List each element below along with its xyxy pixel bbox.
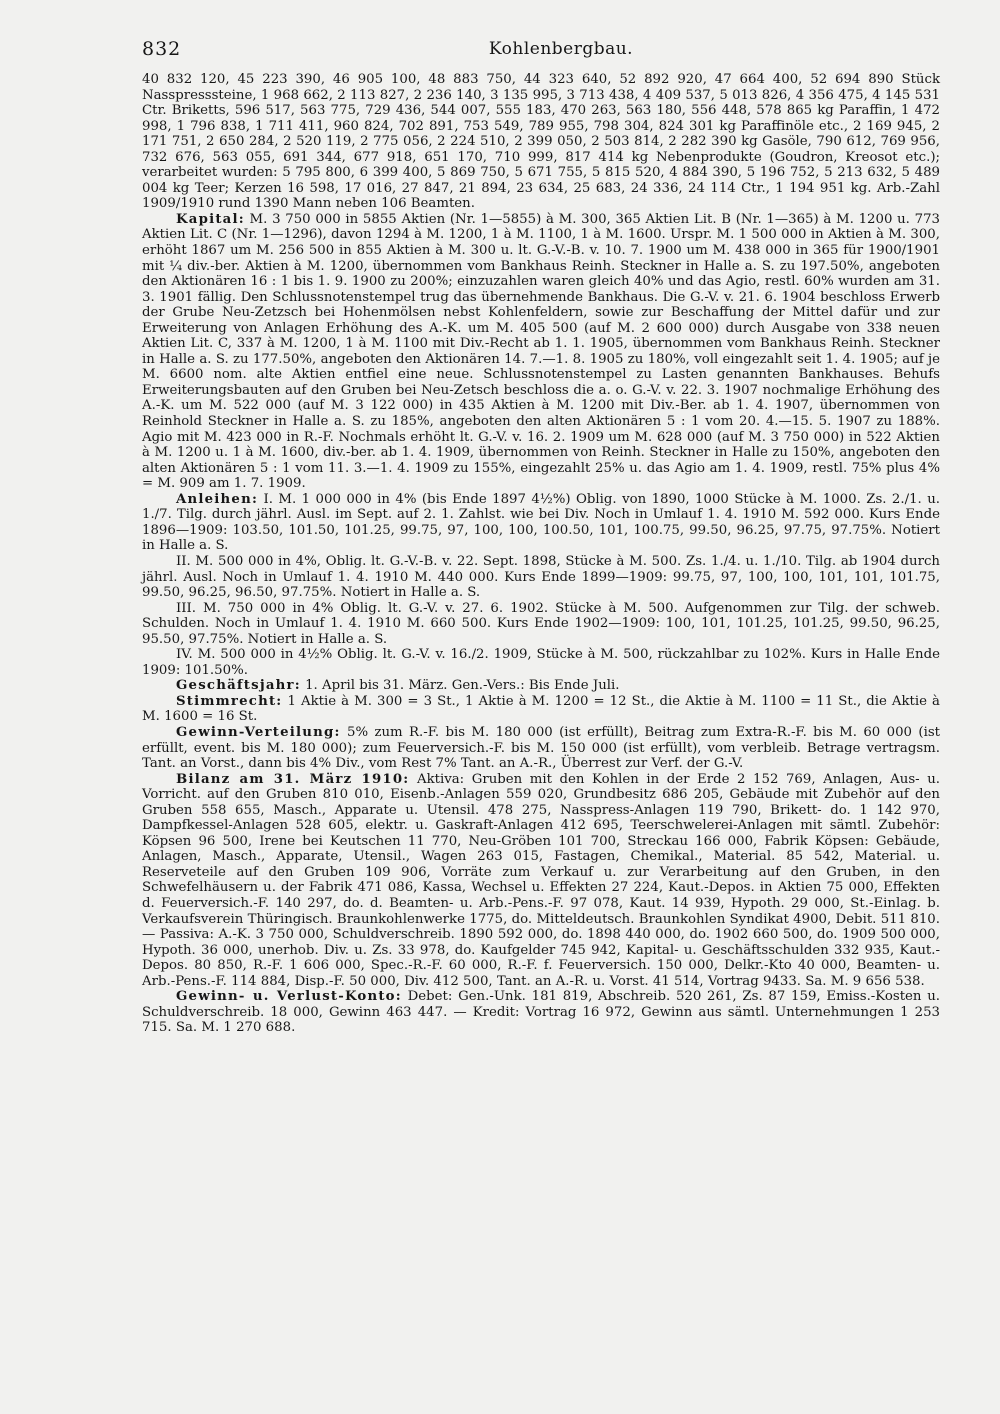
paragraph-text: 1. April bis 31. März. Gen.-Vers.: Bis Ende Juli. — [305, 678, 620, 694]
section-label: Gewinn- u. Verlust-Konto: — [176, 989, 402, 1005]
paragraph-text: II. M. 500 000 in 4%, Oblig. lt. G.-V.-B. v. 22. Sept. 1898, Stücke à M. 500. Zs. 1./4. u. 1./10. Tilg. ab 1904 durch jährl. Ausl. Noch in Umlauf 1. 4. 1910 M. 440 000. Kurs Ende 1899—1909: 99.75, 97, 100, 100, 101, 101, 101.75, 99.50, 96.25, 96.50, 97.75%. Notiert in Halle a. S. — [142, 553, 940, 601]
paragraph-text: 5% zum R.-F. bis M. 180 000 (ist erfüllt), Beitrag zum Extra-R.-F. bis M. 60 000 (ist erfüllt, event. bis M. 180 000); zum Feuerversich.-F. bis M. 150 000 (ist erfüllt), vom verbleib. Betrage vertragsm. Tant. an Vorst., dann bis 4% Div., vom Rest 7% Tant. an A.-R., Überrest zur Verf. der G.-V. — [142, 724, 940, 772]
section-label: Anleihen: — [176, 491, 259, 507]
section-label: Gewinn-Verteilung: — [176, 724, 341, 740]
section-label: Stimmrecht: — [176, 693, 283, 709]
paragraph-text: IV. M. 500 000 in 4½% Oblig. lt. G.-V. v. 16./2. 1909, Stücke à M. 500, rückzahlbar zu 102%. Kurs in Halle Ende 1909: 101.50%. — [142, 647, 940, 678]
page-header — [142, 38, 940, 72]
paragraph-text: Aktiva: Gruben mit den Kohlen in der Erde 2 152 769, Anlagen, Aus- u. Vorricht. auf den Gruben 810 010, Eisenb.-Anlagen 559 020, Grundbesitz 686 205, Gebäude mit Zubehör auf den Gruben 558 655, Masch., Apparate u. Utensil. 478 275, Nasspress-Anlagen 119 790, Brikett- do. 1 142 970, Dampfkessel-Anlagen 528 605, elektr. u. Gaskraft-Anlagen 412 695, Teerschwelerei-Anlagen mit sämtl. Zubehör: Köpsen 96 500, Irene bei Keutschen 11 770, Neu-Gröben 101 700, Streckau 166 000, Fabrik Köpsen: Gebäude, Anlagen, Masch., Apparate, Utensil., Wagen 263 015, Fastagen, Chemikal., Material. 85 542, Material. u. Reserveteile auf den Gruben 109 906, Vorräte zum Verkauf u. zur Verarbeitung auf den Gruben, in den Schwefelhäusern u. der Fabrik 471 086, Kassa, Wechsel u. Effekten 27 224, Kaut.-Depos. in Aktien 75 000, Effekten d. Feuerversich.-F. 140 297, do. d. Beamten- u. Arb.-Pens.-F. 97 078, Kaut. 14 939, Hypoth. 29 000, St.-Einlag. b. Verkaufsverein Thüringisch. Braunkohlenwerke 1775, do. Mitteldeutsch. Braunkohlen Syndikat 4900, Debit. 511 810. — Passiva: A.-K. 3 750 000, Schuldverschreib. 1890 592 000, do. 1898 440 000, do. 1902 660 500, do. 1909 500 000, Hypoth. 36 000, unerhob. Div. u. Zs. 33 978, do. Kaufgelder 745 942, Kapital- u. Geschäftsschulden 332 935, Kaut.-Depos. 80 850, R.-F. 1 606 000, Spec.-R.-F. 60 000, R.-F. f. Feuerversich. 150 000, Delkr.-Kto 40 000, Beamten- u. Arb.-Pens.-F. 114 884, Disp.-F. 50 000, Div. 412 500, Tant. an A.-R. u. Vorst. 41 514, Vortrag 9433. Sa. M. 9 656 538. — [142, 771, 941, 989]
page-number: 832 — [142, 38, 182, 60]
paragraph-text: III. M. 750 000 in 4% Oblig. lt. G.-V. v. 27. 6. 1902. Stücke à M. 500. Aufgenommen zur Tilg. der schweb. Schulden. Noch in Umlauf 1. 4. 1910 M. 660 500. Kurs Ende 1902—1909: 100, 101, 101.25, 101.25, 99.50, 96.25, 95.50, 97.75%. Notiert in Halle a. S. — [142, 600, 940, 647]
paragraph-text: M. 3 750 000 in 5855 Aktien (Nr. 1—5855) à M. 300, 365 Aktien Lit. B (Nr. 1—365) à M. 1200 u. 773 Aktien Lit. C (Nr. 1—1296), davon 1294 à M. 1200, 1 à M. 1100, 1 à M. 1600. Urspr. M. 1 500 000 in Aktien à M. 300, erhöht 1867 um M. 256 500 in 855 Aktien à M. 300 u. lt. G.-V.-B. v. 10. 7. 1900 um M. 438 000 in 365 für 1900/1901 mit ¼ div.-ber. Aktien à M. 1200, übernommen vom Bankhaus Reinh. Steckner in Halle a. S. zu 197.50%, angeboten den Aktionären 16 : 1 bis 1. 9. 1900 zu 200%; einzuzahlen waren gleich 40% und das Agio, restl. 60% wurden am 31. 3. 1901 fällig. Den Schlussnotenstempel trug das übernehmende Bankhaus. Die G.-V. v. 21. 6. 1904 beschloss Erwerb der Grube Neu-Zetzsch bei Hohenmölsen nebst Kohlenfeldern, sowie zur Beschaffung der Mittel dafür und zur Erweiterung von Anlagen Erhöhung des A.-K. um M. 405 500 (auf M. 2 600 000) durch Ausgabe von 338 neuen Aktien Lit. C, 337 à M. 1200, 1 à M. 1100 mit Div.-Recht ab 1. 1. 1905, übernommen vom Bankhaus Reinh. Steckner in Halle a. S. zu 177.50%, angeboten den Aktionären 14. 7.—1. 8. 1905 zu 180%, voll eingezahlt seit 1. 4. 1905; auf je M. 6600 nom. alte Aktien entfiel eine neue. Schlussnotenstempel zu Lasten genannten Bankhauses. Behufs Erweiterungsbauten auf den Gruben bei Neu-Zetsch beschloss die a. o. G.-V. v. 22. 3. 1907 nochmalige Erhöhung des A.-K. um M. 522 000 (auf M. 3 122 000) in 435 Aktien à M. 1200 mit Div.-Ber. ab 1. 4. 1907, übernommen von Reinhold Steckner in Halle a. S. zu 185%, angeboten den alten Aktionären 5 : 1 vom 20. 4.—15. 5. 1907 zu 188%. Agio mit M. 423 000 in R.-F. Nochmals erhöht lt. G.-V. v. 16. 2. 1909 um M. 628 000 (auf M. 3 750 000) in 522 Aktien à M. 1200 u. 1 à M. 1600, div.-ber. ab 1. 4. 1909, übernommen von Reinh. Steckner in Halle zu 150%, angeboten den alten Aktionären 5 : 1 vom 11. 3.—1. 4. 1909 zu 155%, eingezahlt 25% u. das Agio am 1. 4. 1909, restl. 75% plus 4% = M. 909 am 1. 7. 1909. — [142, 211, 940, 492]
gewinn-verteilung-paragraph — [142, 725, 940, 772]
document-body — [142, 72, 940, 1036]
section-label: Kapital: — [176, 211, 245, 227]
section-label: Geschäftsjahr: — [176, 678, 301, 694]
bilanz-paragraph — [142, 772, 940, 990]
paragraph-text: I. M. 1 000 000 in 4% (bis Ende 1897 4½%) Oblig. von 1890, 1000 Stücke à M. 1000. Zs. 2./1. u. 1./7. Tilg. durch jährl. Ausl. im Sept. auf 2. 1. Zahlst. wie bei Div. Noch in Umlauf 1. 4. 1910 M. 592 000. Kurs Ende 1896—1909: 103.50, 101.50, 101.25, 99.75, 97, 100, 100, 100.50, 101, 100.75, 99.50, 96.25, 97.75, 97.75%. Notiert in Halle a. S. — [142, 491, 940, 554]
anleihe-iv-paragraph — [142, 647, 940, 678]
paragraph-text: 40 832 120, 45 223 390, 46 905 100, 48 883 750, 44 323 640, 52 892 920, 47 664 400, 52 694 890 Stück Nasspresssteine, 1 968 662, 2 113 827, 2 236 140, 3 135 995, 3 713 438, 4 409 537, 5 013 826, 4 356 475, 4 145 531 Ctr. Briketts, 596 517, 563 775, 729 436, 544 007, 555 183, 470 263, 563 180, 556 448, 578 865 kg Paraffin, 1 472 998, 1 796 838, 1 711 411, 960 824, 702 891, 753 549, 789 955, 798 304, 824 301 kg Paraffinöle etc., 2 169 945, 2 171 751, 2 650 284, 2 520 119, 2 775 056, 2 224 510, 2 399 050, 2 503 814, 2 282 390 kg Gasöle, 790 612, 769 956, 732 676, 563 055, 691 344, 677 918, 651 170, 710 999, 817 414 kg Nebenprodukte (Goudron, Kreosot etc.); verarbeitet wurden: 5 795 800, 6 399 400, 5 869 750, 5 671 755, 5 815 520, 4 884 390, 5 196 752, 5 213 632, 5 489 004 kg Teer; Kerzen 16 598, 17 016, 27 847, 21 894, 23 634, 25 683, 24 336, 24 114 Ctr., 1 194 951 kg. Arb.-Zahl 1909/1910 rund 1390 Mann neben 106 Beamten. — [142, 72, 940, 212]
paragraph-text: 1 Aktie à M. 300 = 3 St., 1 Aktie à M. 1200 = 12 St., die Aktie à M. 1100 = 11 St., die Aktie à M. 1600 = 16 St. — [142, 693, 940, 725]
running-title: Kohlenbergbau. — [488, 39, 634, 59]
production-paragraph — [142, 72, 940, 212]
section-label: Bilanz am 31. März 1910: — [176, 771, 410, 787]
stimmrecht-paragraph — [142, 694, 940, 725]
geschaeftsjahr-paragraph — [142, 678, 940, 694]
paragraph-text: Debet: Gen.-Unk. 181 819, Abschreib. 520 261, Zs. 87 159, Emiss.-Kosten u. Schuldverschreib. 18 000, Gewinn 463 447. — Kredit: Vortrag 16 972, Gewinn aus sämtl. Unternehmungen 1 253 715. Sa. M. 1 270 688. — [142, 989, 941, 1036]
anleihen-paragraph — [142, 492, 940, 554]
anleihe-iii-paragraph — [142, 601, 940, 648]
kapital-paragraph — [142, 212, 940, 492]
gewinn-verlust-paragraph — [142, 989, 940, 1036]
anleihe-ii-paragraph — [142, 554, 940, 601]
